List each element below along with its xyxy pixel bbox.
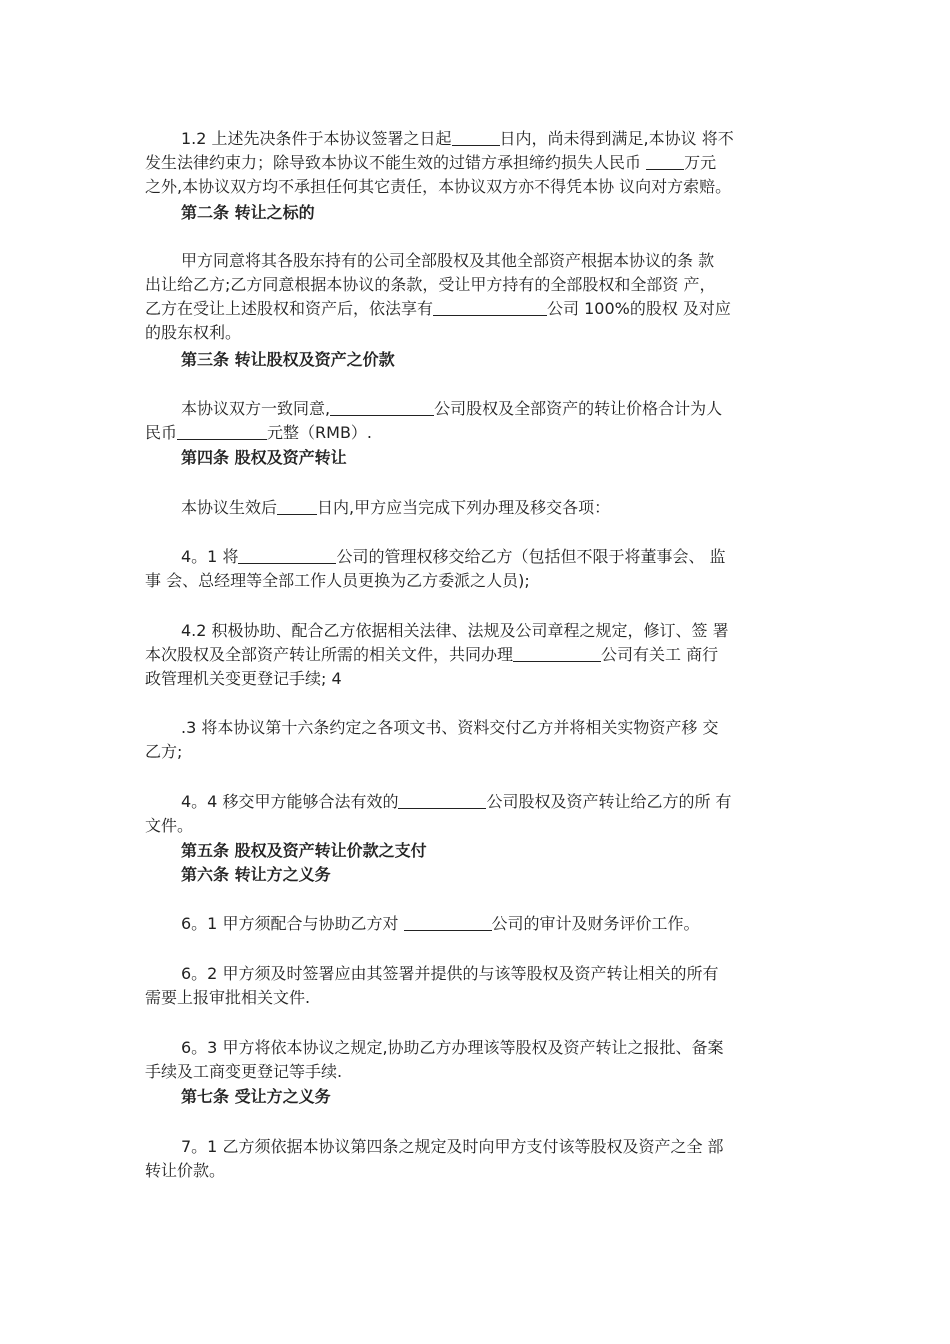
clause-4-1 [145, 545, 805, 593]
text-line: 之外,本协议双方均不承担任何其它责任，本协议双方亦不得凭本协 议向对方索赔。 [145, 177, 732, 196]
blank-company [398, 790, 486, 809]
text-line: 6。1 甲方须配合与协助乙方对 公司的审计及财务评价工作。 [181, 914, 700, 933]
text-line: 6。3 甲方将依本协议之规定,协助乙方办理该等股权及资产转让之报批、备案 [181, 1038, 724, 1057]
blank-company [330, 397, 434, 416]
text-line: 文件。 [145, 816, 194, 835]
blank-company [238, 545, 336, 564]
clause-6-3 [145, 1036, 805, 1084]
text-line: 乙方在受让上述股权和资产后，依法享有 公司 100%的股权 及对应 [145, 299, 731, 318]
blank-company [513, 643, 601, 662]
text-line: .3 将本协议第十六条约定之各项文书、资料交付乙方并将相关实物资产移 交 [181, 718, 719, 737]
text-line: 4。4 移交甲方能够合法有效的 公司股权及资产转让给乙方的所 有 [181, 792, 732, 811]
text-line: 需要上报审批相关文件. [145, 988, 311, 1007]
heading-article-5: 第五条 股权及资产转让价款之支付 [181, 841, 427, 860]
text-line: 7。1 乙方须依据本协议第四条之规定及时向甲方支付该等股权及资产之全 部 [181, 1137, 724, 1156]
heading-article-4: 第四条 股权及资产转让 [181, 448, 347, 467]
heading-article-2: 第二条 转让之标的 [181, 203, 315, 222]
clause-1-2 [145, 127, 805, 199]
text-line: 6。2 甲方须及时签署应由其签署并提供的与该等股权及资产转让相关的所有 [181, 964, 719, 983]
blank-company [433, 297, 547, 316]
heading-article-5-6 [145, 839, 805, 887]
clause-4-3 [145, 716, 805, 764]
heading-article-3: 第三条 转让股权及资产之价款 [181, 350, 395, 369]
clause-4-2 [145, 619, 805, 691]
article-2-body [145, 249, 805, 345]
text-line: 乙方; [145, 742, 183, 761]
text-line: 政管理机关变更登记手续; 4 [145, 669, 342, 688]
text-line: 甲方同意将其各股东持有的公司全部股权及其他全部资产根据本协议的条 款 [181, 251, 715, 270]
text-line: 本次股权及全部资产转让所需的相关文件，共同办理 公司有关工 商行 [145, 645, 719, 664]
text-line: 1.2 上述先决条件于本协议签署之日起 日内，尚未得到满足,本协议 将不 [181, 129, 734, 148]
blank-company [404, 912, 492, 931]
clause-6-1 [145, 912, 805, 936]
blank-days [452, 127, 500, 146]
text-line: 发生法律约束力；除导致本协议不能生效的过错方承担缔约损失人民币 万元 [145, 153, 717, 172]
text-line: 4.2 积极协助、配合乙方依据相关法律、法规及公司章程之规定，修订、签 署 [181, 621, 729, 640]
article-3-body [145, 397, 805, 445]
article-4-body [145, 496, 805, 520]
text-line: 本协议生效后 日内,甲方应当完成下列办理及移交各项： [181, 498, 611, 517]
text-line: 民币 元整（RMB）. [145, 423, 373, 442]
text-line: 转让价款。 [145, 1161, 226, 1180]
text-line: 4。1 将 公司的管理权移交给乙方（包括但不限于将董事会、 监 [181, 547, 726, 566]
text-line: 手续及工商变更登记等手续. [145, 1062, 343, 1081]
clause-6-2 [145, 962, 805, 1010]
clause-7-1 [145, 1135, 805, 1183]
blank-amount [646, 151, 684, 170]
text-line: 本协议双方一致同意, 公司股权及全部资产的转让价格合计为人 [181, 399, 723, 418]
text-line: 事 会、总经理等全部工作人员更换为乙方委派之人员); [145, 571, 530, 590]
blank-price [177, 421, 267, 440]
text-line: 出让给乙方;乙方同意根据本协议的条款，受让甲方持有的全部股权和全部资 产， [145, 275, 716, 294]
blank-days [277, 496, 317, 515]
heading-article-6: 第六条 转让方之义务 [181, 865, 331, 884]
heading-article-7: 第七条 受让方之义务 [181, 1087, 331, 1106]
clause-4-4 [145, 790, 805, 838]
text-line: 的股东权利。 [145, 323, 242, 342]
